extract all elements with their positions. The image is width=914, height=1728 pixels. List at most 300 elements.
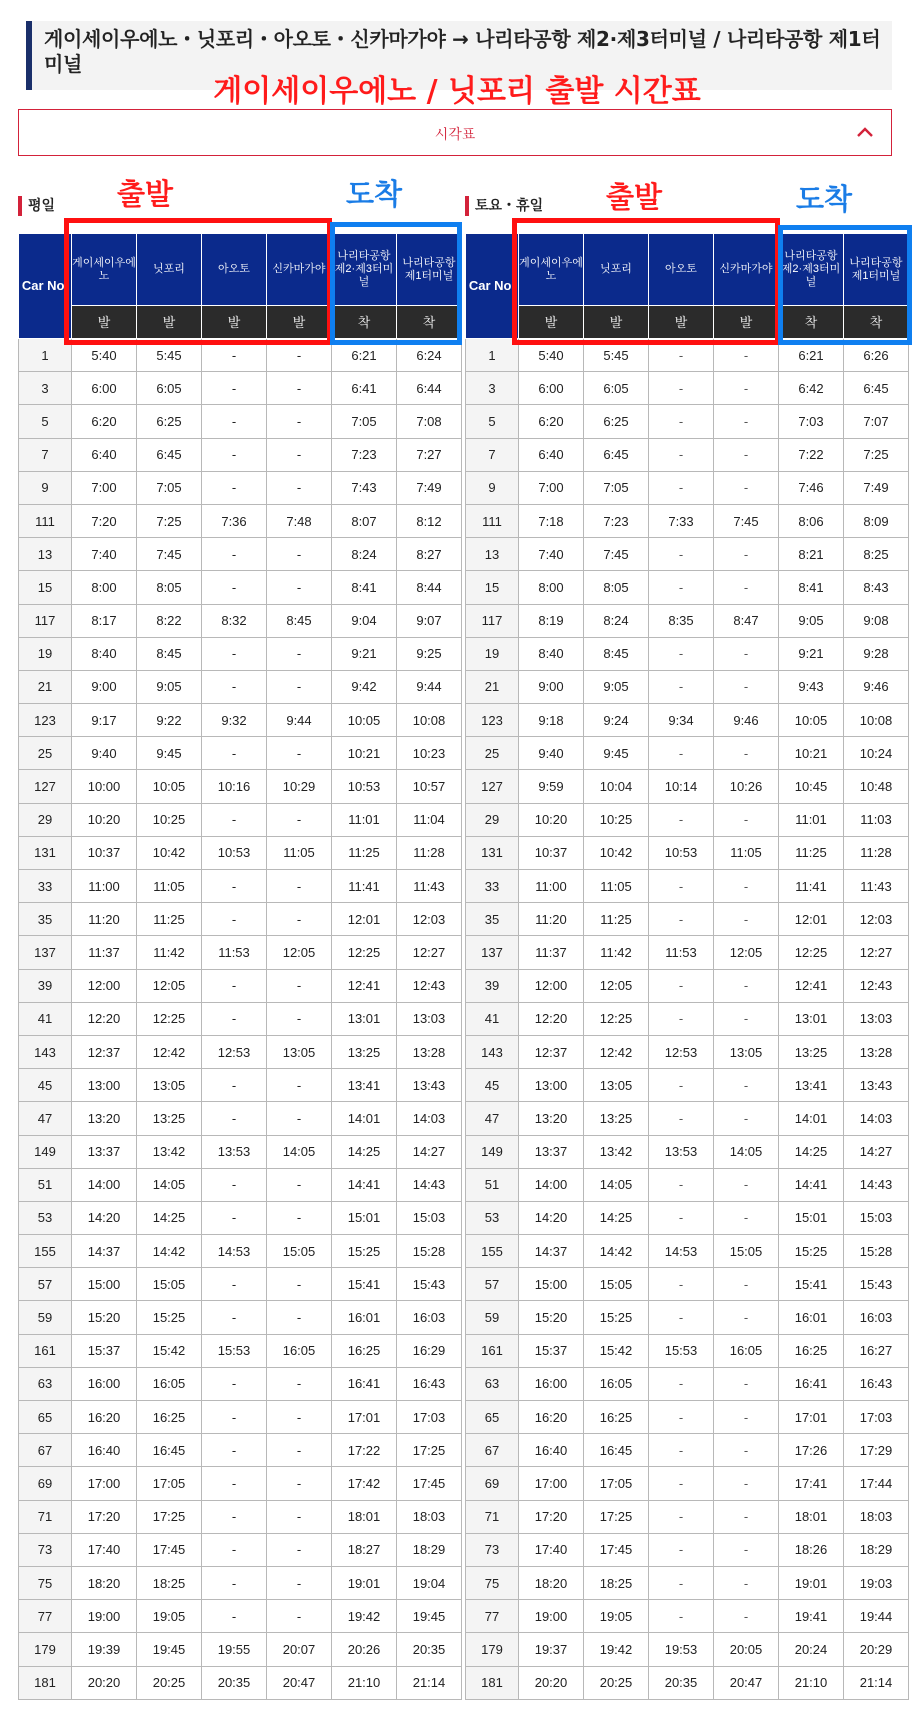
table-row bbox=[466, 969, 909, 1002]
table-row bbox=[19, 504, 462, 537]
table-row bbox=[19, 704, 462, 737]
time-cell: 9:40 bbox=[519, 737, 584, 770]
table-row bbox=[19, 571, 462, 604]
time-cell: 13:37 bbox=[72, 1135, 137, 1168]
time-cell: 8:45 bbox=[584, 637, 649, 670]
time-cell: 5:40 bbox=[519, 339, 584, 372]
time-cell: 16:05 bbox=[584, 1367, 649, 1400]
table-row bbox=[466, 1367, 909, 1400]
time-cell: 10:29 bbox=[267, 770, 332, 803]
time-cell: 7:40 bbox=[519, 538, 584, 571]
time-cell: 14:27 bbox=[397, 1135, 462, 1168]
time-cell: 16:45 bbox=[584, 1434, 649, 1467]
time-cell: - bbox=[714, 969, 779, 1002]
time-cell: 12:25 bbox=[332, 936, 397, 969]
time-cell: - bbox=[267, 969, 332, 1002]
time-cell: 19:45 bbox=[137, 1633, 202, 1666]
time-cell: 10:05 bbox=[137, 770, 202, 803]
time-cell: 6:20 bbox=[72, 405, 137, 438]
time-cell: 12:53 bbox=[649, 1035, 714, 1068]
time-cell: 15:01 bbox=[332, 1201, 397, 1234]
departure-annotation-weekday: 출발 bbox=[117, 177, 174, 211]
time-cell: 10:21 bbox=[779, 737, 844, 770]
time-cell: 19:44 bbox=[844, 1600, 909, 1633]
time-cell: - bbox=[267, 1069, 332, 1102]
time-cell: 9:18 bbox=[519, 704, 584, 737]
time-cell: 8:40 bbox=[72, 637, 137, 670]
time-cell: 9:05 bbox=[779, 604, 844, 637]
car-number-cell: 73 bbox=[19, 1533, 72, 1566]
car-number-cell: 149 bbox=[466, 1135, 519, 1168]
column-header: 신카마가야 bbox=[714, 234, 779, 306]
time-cell: 6:40 bbox=[72, 438, 137, 471]
time-cell: 15:20 bbox=[72, 1301, 137, 1334]
column-header: 나리타공항 제1터미널 bbox=[844, 234, 909, 306]
time-cell: 16:25 bbox=[779, 1334, 844, 1367]
table-row bbox=[19, 1334, 462, 1367]
time-cell: 9:45 bbox=[584, 737, 649, 770]
time-cell: 6:24 bbox=[397, 339, 462, 372]
departure-subheader: 발 bbox=[137, 306, 202, 339]
departure-subheader: 발 bbox=[519, 306, 584, 339]
time-cell: - bbox=[714, 1401, 779, 1434]
time-cell: 7:33 bbox=[649, 504, 714, 537]
time-cell: 10:37 bbox=[519, 836, 584, 869]
time-cell: 15:37 bbox=[519, 1334, 584, 1367]
time-cell: 11:41 bbox=[332, 870, 397, 903]
time-cell: - bbox=[649, 1500, 714, 1533]
time-cell: 15:42 bbox=[584, 1334, 649, 1367]
time-cell: 19:37 bbox=[519, 1633, 584, 1666]
time-cell: 14:43 bbox=[844, 1168, 909, 1201]
table-row bbox=[466, 737, 909, 770]
time-cell: 11:05 bbox=[584, 870, 649, 903]
time-cell: 15:25 bbox=[332, 1235, 397, 1268]
table-row bbox=[19, 1666, 462, 1699]
time-cell: 8:41 bbox=[779, 571, 844, 604]
time-cell: 20:05 bbox=[714, 1633, 779, 1666]
time-cell: 16:43 bbox=[844, 1367, 909, 1400]
time-cell: 13:01 bbox=[332, 1002, 397, 1035]
time-cell: 11:03 bbox=[844, 803, 909, 836]
time-cell: 17:25 bbox=[397, 1434, 462, 1467]
time-cell: 17:03 bbox=[397, 1401, 462, 1434]
weekend-table-body bbox=[466, 339, 909, 1700]
table-row bbox=[19, 1500, 462, 1533]
time-cell: 8:24 bbox=[584, 604, 649, 637]
time-cell: 18:20 bbox=[72, 1566, 137, 1599]
time-cell: 17:44 bbox=[844, 1467, 909, 1500]
time-cell: 13:41 bbox=[332, 1069, 397, 1102]
time-cell: - bbox=[202, 903, 267, 936]
time-cell: 12:27 bbox=[397, 936, 462, 969]
time-cell: 14:05 bbox=[584, 1168, 649, 1201]
time-cell: 17:26 bbox=[779, 1434, 844, 1467]
car-number-cell: 45 bbox=[466, 1069, 519, 1102]
time-cell: 6:45 bbox=[844, 372, 909, 405]
table-row bbox=[466, 405, 909, 438]
time-cell: - bbox=[714, 372, 779, 405]
time-cell: 6:40 bbox=[519, 438, 584, 471]
table-row bbox=[466, 1002, 909, 1035]
time-cell: 11:37 bbox=[519, 936, 584, 969]
time-cell: 13:42 bbox=[137, 1135, 202, 1168]
time-cell: 14:00 bbox=[72, 1168, 137, 1201]
time-cell: 20:35 bbox=[202, 1666, 267, 1699]
time-cell: 10:25 bbox=[584, 803, 649, 836]
time-cell: - bbox=[267, 670, 332, 703]
time-cell: 9:07 bbox=[397, 604, 462, 637]
table-row bbox=[19, 637, 462, 670]
time-cell: 9:05 bbox=[584, 670, 649, 703]
table-row bbox=[19, 1002, 462, 1035]
time-cell: 18:03 bbox=[397, 1500, 462, 1533]
time-cell: 13:20 bbox=[519, 1102, 584, 1135]
car-number-cell: 1 bbox=[466, 339, 519, 372]
car-number-cell: 25 bbox=[19, 737, 72, 770]
time-cell: - bbox=[202, 1367, 267, 1400]
car-number-cell: 33 bbox=[466, 870, 519, 903]
time-cell: - bbox=[649, 1467, 714, 1500]
time-cell: 8:40 bbox=[519, 637, 584, 670]
table-row bbox=[19, 737, 462, 770]
time-cell: 9:46 bbox=[844, 670, 909, 703]
time-cell: 13:28 bbox=[397, 1035, 462, 1068]
time-cell: - bbox=[714, 538, 779, 571]
time-cell: 7:05 bbox=[137, 471, 202, 504]
time-cell: 15:37 bbox=[72, 1334, 137, 1367]
table-row bbox=[19, 1367, 462, 1400]
time-cell: 21:14 bbox=[397, 1666, 462, 1699]
time-cell: 15:42 bbox=[137, 1334, 202, 1367]
time-cell: 13:25 bbox=[584, 1102, 649, 1135]
time-cell: 12:03 bbox=[844, 903, 909, 936]
time-cell: 8:17 bbox=[72, 604, 137, 637]
time-cell: 15:43 bbox=[397, 1268, 462, 1301]
time-cell: 7:23 bbox=[332, 438, 397, 471]
car-number-cell: 41 bbox=[466, 1002, 519, 1035]
time-cell: 10:00 bbox=[72, 770, 137, 803]
car-number-cell: 69 bbox=[19, 1467, 72, 1500]
time-cell: - bbox=[267, 372, 332, 405]
time-cell: 16:20 bbox=[72, 1401, 137, 1434]
time-cell: 12:03 bbox=[397, 903, 462, 936]
time-cell: 9:21 bbox=[332, 637, 397, 670]
time-cell: 11:28 bbox=[844, 836, 909, 869]
time-cell: - bbox=[714, 1367, 779, 1400]
time-cell: - bbox=[267, 405, 332, 438]
table-row bbox=[466, 1401, 909, 1434]
table-row bbox=[19, 405, 462, 438]
time-cell: 14:25 bbox=[332, 1135, 397, 1168]
table-row bbox=[466, 571, 909, 604]
time-cell: 8:21 bbox=[779, 538, 844, 571]
time-cell: - bbox=[267, 1301, 332, 1334]
time-cell: 14:00 bbox=[519, 1168, 584, 1201]
table-row bbox=[466, 604, 909, 637]
time-cell: 10:53 bbox=[332, 770, 397, 803]
time-cell: 15:25 bbox=[779, 1235, 844, 1268]
time-cell: 8:06 bbox=[779, 504, 844, 537]
time-cell: 6:21 bbox=[332, 339, 397, 372]
time-cell: 19:00 bbox=[519, 1600, 584, 1633]
time-cell: 14:37 bbox=[72, 1235, 137, 1268]
time-cell: 9:22 bbox=[137, 704, 202, 737]
time-cell: - bbox=[714, 1301, 779, 1334]
time-cell: 12:41 bbox=[332, 969, 397, 1002]
time-cell: - bbox=[267, 438, 332, 471]
chevron-up-icon[interactable] bbox=[855, 124, 875, 140]
time-cell: 11:05 bbox=[137, 870, 202, 903]
column-header: 나리타공항 제1터미널 bbox=[397, 234, 462, 306]
time-cell: 8:25 bbox=[844, 538, 909, 571]
time-cell: 10:42 bbox=[137, 836, 202, 869]
table-row bbox=[19, 803, 462, 836]
table-row bbox=[19, 538, 462, 571]
time-cell: - bbox=[202, 405, 267, 438]
table-row bbox=[19, 438, 462, 471]
time-cell: 19:42 bbox=[584, 1633, 649, 1666]
table-row bbox=[19, 1633, 462, 1666]
time-cell: - bbox=[649, 405, 714, 438]
time-cell: 5:45 bbox=[584, 339, 649, 372]
time-cell: 7:03 bbox=[779, 405, 844, 438]
time-cell: - bbox=[267, 1102, 332, 1135]
column-header: 게이세이우에노 bbox=[72, 234, 137, 306]
time-cell: 6:20 bbox=[519, 405, 584, 438]
car-number-cell: 9 bbox=[19, 471, 72, 504]
time-cell: - bbox=[714, 1268, 779, 1301]
time-cell: 9:43 bbox=[779, 670, 844, 703]
time-cell: 18:27 bbox=[332, 1533, 397, 1566]
time-cell: 11:37 bbox=[72, 936, 137, 969]
arrival-subheader: 착 bbox=[844, 306, 909, 339]
car-number-cell: 25 bbox=[466, 737, 519, 770]
time-cell: 9:45 bbox=[137, 737, 202, 770]
time-cell: - bbox=[267, 1434, 332, 1467]
table-row bbox=[466, 339, 909, 372]
time-cell: - bbox=[714, 438, 779, 471]
time-cell: 6:45 bbox=[584, 438, 649, 471]
time-cell: - bbox=[714, 1500, 779, 1533]
time-cell: 6:42 bbox=[779, 372, 844, 405]
time-cell: 15:00 bbox=[519, 1268, 584, 1301]
time-cell: - bbox=[649, 1301, 714, 1334]
time-cell: 15:28 bbox=[397, 1235, 462, 1268]
time-cell: 14:20 bbox=[72, 1201, 137, 1234]
time-cell: 20:20 bbox=[72, 1666, 137, 1699]
table-row bbox=[466, 1566, 909, 1599]
time-cell: 19:39 bbox=[72, 1633, 137, 1666]
time-cell: - bbox=[649, 1069, 714, 1102]
table-row bbox=[19, 1069, 462, 1102]
table-row bbox=[19, 1135, 462, 1168]
time-cell: - bbox=[267, 1533, 332, 1566]
time-cell: 15:53 bbox=[649, 1334, 714, 1367]
time-cell: - bbox=[267, 1201, 332, 1234]
time-cell: 8:32 bbox=[202, 604, 267, 637]
time-cell: 10:53 bbox=[202, 836, 267, 869]
time-cell: 7:00 bbox=[72, 471, 137, 504]
car-number-cell: 57 bbox=[19, 1268, 72, 1301]
car-number-cell: 117 bbox=[466, 604, 519, 637]
time-cell: 13:43 bbox=[844, 1069, 909, 1102]
time-cell: 17:40 bbox=[519, 1533, 584, 1566]
time-cell: 14:25 bbox=[137, 1201, 202, 1234]
table-row bbox=[466, 504, 909, 537]
time-cell: 9:32 bbox=[202, 704, 267, 737]
time-cell: - bbox=[202, 1566, 267, 1599]
time-cell: 7:18 bbox=[519, 504, 584, 537]
table-row bbox=[19, 1235, 462, 1268]
car-number-cell: 155 bbox=[19, 1235, 72, 1268]
time-cell: 7:23 bbox=[584, 504, 649, 537]
time-cell: - bbox=[714, 1533, 779, 1566]
time-cell: 15:05 bbox=[137, 1268, 202, 1301]
time-cell: 15:25 bbox=[137, 1301, 202, 1334]
time-cell: 11:53 bbox=[649, 936, 714, 969]
table-row bbox=[19, 1467, 462, 1500]
table-row bbox=[466, 1533, 909, 1566]
time-cell: 13:25 bbox=[779, 1035, 844, 1068]
time-cell: 11:00 bbox=[519, 870, 584, 903]
table-row bbox=[466, 770, 909, 803]
table-row bbox=[19, 1533, 462, 1566]
car-number-cell: 181 bbox=[19, 1666, 72, 1699]
time-cell: 20:47 bbox=[714, 1666, 779, 1699]
time-cell: - bbox=[649, 1401, 714, 1434]
time-cell: 17:05 bbox=[137, 1467, 202, 1500]
table-row bbox=[466, 1035, 909, 1068]
time-cell: 17:42 bbox=[332, 1467, 397, 1500]
time-cell: 14:05 bbox=[267, 1135, 332, 1168]
time-cell: - bbox=[202, 1500, 267, 1533]
weekend-label: 토요・휴일 bbox=[465, 196, 543, 216]
time-cell: 15:20 bbox=[519, 1301, 584, 1334]
time-cell: 14:37 bbox=[519, 1235, 584, 1268]
time-cell: 7:48 bbox=[267, 504, 332, 537]
time-cell: 9:04 bbox=[332, 604, 397, 637]
time-cell: 11:01 bbox=[332, 803, 397, 836]
weekend-timetable bbox=[465, 233, 909, 1700]
car-number-cell: 7 bbox=[466, 438, 519, 471]
time-cell: 16:00 bbox=[519, 1367, 584, 1400]
time-cell: - bbox=[714, 1168, 779, 1201]
table-row bbox=[19, 372, 462, 405]
time-cell: 19:00 bbox=[72, 1600, 137, 1633]
car-number-cell: 53 bbox=[466, 1201, 519, 1234]
table-row bbox=[466, 870, 909, 903]
table-row bbox=[19, 770, 462, 803]
time-cell: - bbox=[649, 737, 714, 770]
time-cell: 9:44 bbox=[397, 670, 462, 703]
time-cell: 10:24 bbox=[844, 737, 909, 770]
timetable-accordion[interactable] bbox=[18, 109, 892, 156]
departure-annotation-weekend: 출발 bbox=[606, 180, 663, 214]
time-cell: - bbox=[714, 637, 779, 670]
time-cell: - bbox=[649, 1533, 714, 1566]
time-cell: 14:05 bbox=[714, 1135, 779, 1168]
car-number-cell: 127 bbox=[19, 770, 72, 803]
time-cell: - bbox=[714, 1434, 779, 1467]
time-cell: 12:37 bbox=[519, 1035, 584, 1068]
time-cell: - bbox=[267, 1168, 332, 1201]
time-cell: - bbox=[267, 571, 332, 604]
time-cell: 13:20 bbox=[72, 1102, 137, 1135]
time-cell: 17:00 bbox=[519, 1467, 584, 1500]
time-cell: 8:00 bbox=[72, 571, 137, 604]
car-number-cell: 77 bbox=[466, 1600, 519, 1633]
time-cell: 10:23 bbox=[397, 737, 462, 770]
time-cell: 15:01 bbox=[779, 1201, 844, 1234]
time-cell: 15:43 bbox=[844, 1268, 909, 1301]
time-cell: 16:43 bbox=[397, 1367, 462, 1400]
time-cell: 18:20 bbox=[519, 1566, 584, 1599]
time-cell: 17:20 bbox=[72, 1500, 137, 1533]
time-cell: 11:20 bbox=[519, 903, 584, 936]
time-cell: 9:05 bbox=[137, 670, 202, 703]
time-cell: 12:20 bbox=[72, 1002, 137, 1035]
time-cell: 11:28 bbox=[397, 836, 462, 869]
time-cell: 12:05 bbox=[584, 969, 649, 1002]
time-cell: 19:55 bbox=[202, 1633, 267, 1666]
time-cell: 7:05 bbox=[584, 471, 649, 504]
time-cell: - bbox=[202, 803, 267, 836]
time-cell: - bbox=[202, 471, 267, 504]
time-cell: 13:53 bbox=[649, 1135, 714, 1168]
table-row bbox=[19, 1301, 462, 1334]
time-cell: 7:27 bbox=[397, 438, 462, 471]
arrival-annotation-weekday: 도착 bbox=[346, 177, 403, 211]
time-cell: 8:41 bbox=[332, 571, 397, 604]
time-cell: 8:07 bbox=[332, 504, 397, 537]
car-number-cell: 69 bbox=[466, 1467, 519, 1500]
time-cell: 16:05 bbox=[714, 1334, 779, 1367]
departure-subheader: 발 bbox=[202, 306, 267, 339]
time-cell: 8:35 bbox=[649, 604, 714, 637]
time-cell: - bbox=[202, 1533, 267, 1566]
time-cell: 10:45 bbox=[779, 770, 844, 803]
car-number-cell: 65 bbox=[19, 1401, 72, 1434]
car-number-cell: 51 bbox=[466, 1168, 519, 1201]
time-cell: 12:42 bbox=[584, 1035, 649, 1068]
time-cell: 15:25 bbox=[584, 1301, 649, 1334]
time-cell: 11:25 bbox=[332, 836, 397, 869]
car-number-cell: 13 bbox=[466, 538, 519, 571]
arrival-subheader: 착 bbox=[332, 306, 397, 339]
time-cell: - bbox=[649, 803, 714, 836]
time-cell: - bbox=[202, 1467, 267, 1500]
table-row bbox=[19, 1566, 462, 1599]
time-cell: 10:53 bbox=[649, 836, 714, 869]
car-no-header: Car No. bbox=[19, 234, 72, 339]
time-cell: - bbox=[649, 1201, 714, 1234]
time-cell: - bbox=[649, 372, 714, 405]
car-number-cell: 117 bbox=[19, 604, 72, 637]
time-cell: 9:25 bbox=[397, 637, 462, 670]
time-cell: 12:27 bbox=[844, 936, 909, 969]
car-number-cell: 143 bbox=[19, 1035, 72, 1068]
time-cell: 16:27 bbox=[844, 1334, 909, 1367]
time-cell: - bbox=[267, 1268, 332, 1301]
time-cell: - bbox=[714, 339, 779, 372]
car-number-cell: 5 bbox=[19, 405, 72, 438]
time-cell: 11:25 bbox=[584, 903, 649, 936]
time-cell: 17:29 bbox=[844, 1434, 909, 1467]
car-number-cell: 161 bbox=[19, 1334, 72, 1367]
time-cell: 15:03 bbox=[844, 1201, 909, 1234]
time-cell: - bbox=[714, 1201, 779, 1234]
